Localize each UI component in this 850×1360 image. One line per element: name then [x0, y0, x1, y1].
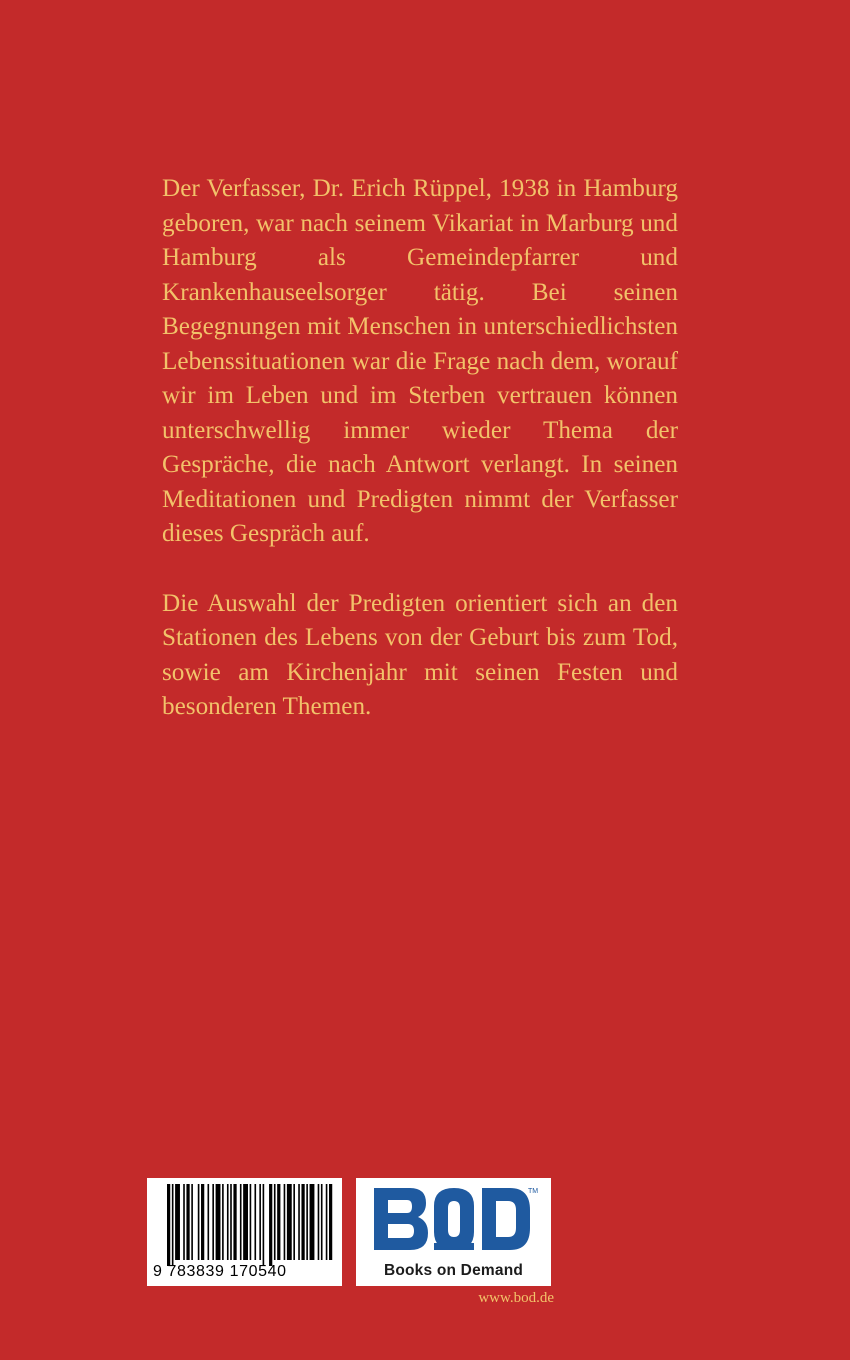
blurb-text: [162, 172, 678, 725]
barcode-bar: [230, 1184, 232, 1260]
barcode-bar: [233, 1184, 236, 1260]
barcode-bar: [243, 1184, 248, 1260]
publisher-tagline: Books on Demand: [383, 1262, 524, 1279]
blurb-paragraph-selection: Die Auswahl der Predigten orientiert sich an den Stationen des Lebens von der Geburt bis zum Tod, sowie am Kirchenjahr mit seinen Festen und besonderen Themen.: [162, 589, 678, 720]
barcode-bar: [287, 1184, 292, 1260]
isbn-number: 9 783839 170540: [153, 1263, 287, 1280]
barcode-bar: [172, 1184, 174, 1266]
barcode-bar: [329, 1184, 332, 1260]
trademark-symbol: TM: [528, 1188, 538, 1195]
barcode-bar: [216, 1184, 221, 1260]
barcode-bar: [250, 1184, 252, 1260]
barcode-bar: [222, 1184, 224, 1260]
barcode-bar: [198, 1184, 200, 1260]
barcode-bar: [201, 1184, 204, 1260]
barcode-bar: [293, 1184, 295, 1260]
barcode-bar: [240, 1184, 242, 1260]
barcode-bar: [321, 1184, 323, 1260]
bod-logo-mark: [370, 1184, 538, 1254]
barcode-bar: [306, 1184, 308, 1260]
barcode-bar: [208, 1184, 210, 1260]
barcode-bar: [212, 1184, 214, 1260]
barcode-bar: [274, 1184, 276, 1260]
barcode-bar: [269, 1184, 272, 1266]
barcode-bar: [277, 1184, 280, 1260]
barcode-bar: [301, 1184, 304, 1260]
barcode-bar: [186, 1184, 189, 1260]
isbn-barcode: [147, 1178, 342, 1286]
barcode-bar: [284, 1184, 286, 1260]
barcode-bar: [191, 1184, 193, 1260]
barcode-bar: [326, 1184, 328, 1260]
barcode-bar: [259, 1184, 261, 1260]
barcode-bar: [167, 1184, 170, 1266]
barcode-bar: [175, 1184, 180, 1260]
barcode-bar: [263, 1184, 265, 1266]
barcode-bar: [183, 1184, 185, 1260]
barcode-bar: [310, 1184, 315, 1260]
barcode-bar: [298, 1184, 300, 1260]
publisher-logo: [356, 1178, 551, 1286]
barcode-bar: [227, 1184, 229, 1260]
barcode-bar: [318, 1184, 320, 1260]
publisher-website: www.bod.de: [478, 1290, 554, 1306]
blurb-paragraph-author: Der Verfasser, Dr. Erich Rüppel, 1938 in Hamburg geboren, war nach seinem Vikariat in Marburg und Hamburg als Gemeindepfarrer und Krankenhauseelsorger tätig. Bei seinen Begegnungen mit Menschen in unterschiedlichsten Lebenssituationen war die Frage nach dem, worauf wir im Leben und im Sterben vertrauen können unterschwellig immer wieder Thema der Gespräche, die nach Antwort verlangt. In seinen Meditationen und Predigten nimmt der Verfasser dieses Gespräch auf.: [162, 175, 678, 547]
barcode-bar: [254, 1184, 256, 1260]
